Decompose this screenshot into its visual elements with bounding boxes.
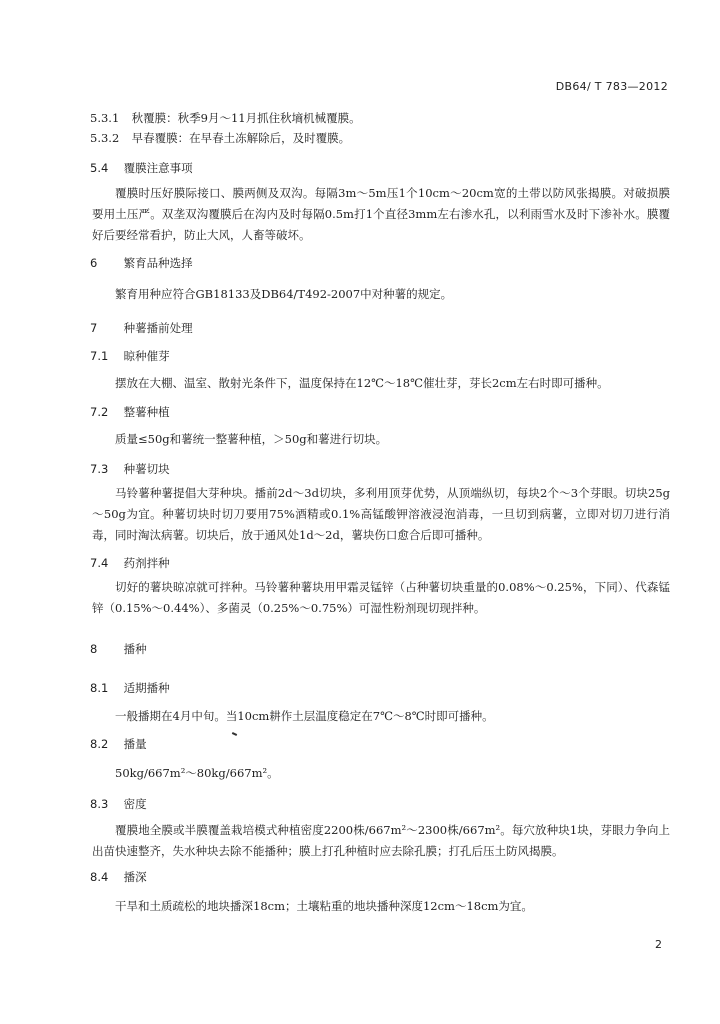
paragraph-5-4: 覆膜时压好膜际接口、膜两侧及双沟。每隔3m～5m压1个10cm～20cm宽的土带以防风张揭膜。对破损膜要用土压严。双垄双沟覆膜后在沟内及时每隔0.5m打1个直径3mm左右渗水孔，以利雨雪水及时下渗补水。膜覆好后要经常看护，防止大风，人畜等破坏。 [92, 186, 670, 242]
heading-number: 6 [90, 256, 98, 270]
heading-number: 8.2 [90, 737, 109, 751]
paragraph-8-1: 一般播期在4月中旬。当10cm耕作土层温度稳定在7℃～8℃时即可播种。 [115, 709, 494, 723]
heading-number: 7.3 [90, 462, 109, 476]
heading-title: 播深 [123, 870, 147, 884]
clause-number: 5.3.1 [90, 111, 120, 125]
clause-5-3-1 [90, 110, 361, 126]
heading-8-2 [90, 736, 147, 752]
heading-number: 5.4 [90, 161, 109, 175]
heading-number: 8 [90, 642, 98, 656]
heading-title: 播种 [123, 642, 147, 656]
paragraph-7-1: 摆放在大棚、温室、散射光条件下，温度保持在12℃～18℃催壮芽，芽长2cm左右时即可播种。 [115, 376, 609, 390]
paragraph-8-3: 覆膜地全膜或半膜覆盖栽培模式种植密度2200株/667m²～2300株/667m²。每穴放种块1块，芽眼力争向上出苗快速整齐，失水种块去除不能播种；膜上打孔种植时应去除孔膜；打孔后压土防风揭膜。 [92, 823, 670, 858]
heading-7-2 [90, 404, 170, 420]
standard-code-header: DB64/ T 783—2012 [555, 80, 668, 93]
heading-number: 8.1 [90, 681, 109, 695]
heading-8-1 [90, 680, 170, 696]
heading-8-4 [90, 869, 147, 885]
heading-title: 覆膜注意事项 [123, 161, 193, 175]
heading-title: 晾种催芽 [123, 349, 170, 363]
heading-title: 繁育品种选择 [123, 256, 193, 270]
paragraph-7-2: 质量≤50g和薯统一整薯种植，＞50g和薯进行切块。 [115, 432, 388, 446]
heading-7 [90, 320, 193, 336]
heading-number: 8.4 [90, 870, 109, 884]
heading-8-3 [90, 796, 147, 812]
clause-text: 早春覆膜：在早春土冻解除后，及时覆膜。 [131, 131, 351, 145]
heading-5-4 [90, 160, 193, 176]
paragraph-8-4: 干旱和土质疏松的地块播深18cm；土壤粘重的地块播种深度12cm～18cm为宜。 [115, 899, 533, 913]
paragraph-7-3: 马铃薯种薯提倡大芽种块。播前2d～3d切块，多利用顶芽优势，从顶端纵切，每块2个～3个芽眼。切块25g～50g为宜。种薯切块时切刀要用75%酒精或0.1%高锰酸钾溶液浸泡消毒，一旦切到病薯，立即对切刀进行消毒，同时淘汰病薯。切块后，放于通风处1d～2d，薯块伤口愈合后即可播种。 [92, 486, 670, 542]
stray-mark [232, 732, 237, 736]
paragraph-7-4: 切好的薯块晾凉就可拌种。马铃薯种薯块用甲霜灵锰锌（占种薯切块重量的0.08%～0.25%，下同）、代森锰锌（0.15%～0.44%）、多菌灵（0.25%～0.75%）可湿性粉剂现切现拌种。 [92, 580, 670, 615]
heading-title: 密度 [123, 797, 147, 811]
heading-6 [90, 255, 193, 271]
clause-text: 秋覆膜：秋季9月～11月抓住秋墒机械覆膜。 [131, 111, 361, 125]
heading-number: 7.1 [90, 349, 109, 363]
paragraph-8-2: 50kg/667m²～80kg/667m²。 [115, 766, 279, 780]
heading-7-3 [90, 461, 170, 477]
heading-number: 7.2 [90, 405, 109, 419]
heading-title: 药剂拌种 [123, 556, 170, 570]
heading-number: 7 [90, 321, 98, 335]
heading-title: 播量 [123, 737, 147, 751]
paragraph-6: 繁育用种应符合GB18133及DB64/T492-2007中对种薯的规定。 [115, 287, 453, 301]
page-number: 2 [655, 938, 662, 951]
heading-title: 种薯播前处理 [123, 321, 193, 335]
heading-title: 适期播种 [123, 681, 170, 695]
heading-8 [90, 641, 147, 657]
clause-number: 5.3.2 [90, 131, 120, 145]
heading-number: 7.4 [90, 556, 109, 570]
heading-7-4 [90, 555, 170, 571]
heading-number: 8.3 [90, 797, 109, 811]
heading-title: 种薯切块 [123, 462, 170, 476]
clause-5-3-2 [90, 130, 350, 146]
heading-title: 整薯种植 [123, 405, 170, 419]
heading-7-1 [90, 348, 170, 364]
